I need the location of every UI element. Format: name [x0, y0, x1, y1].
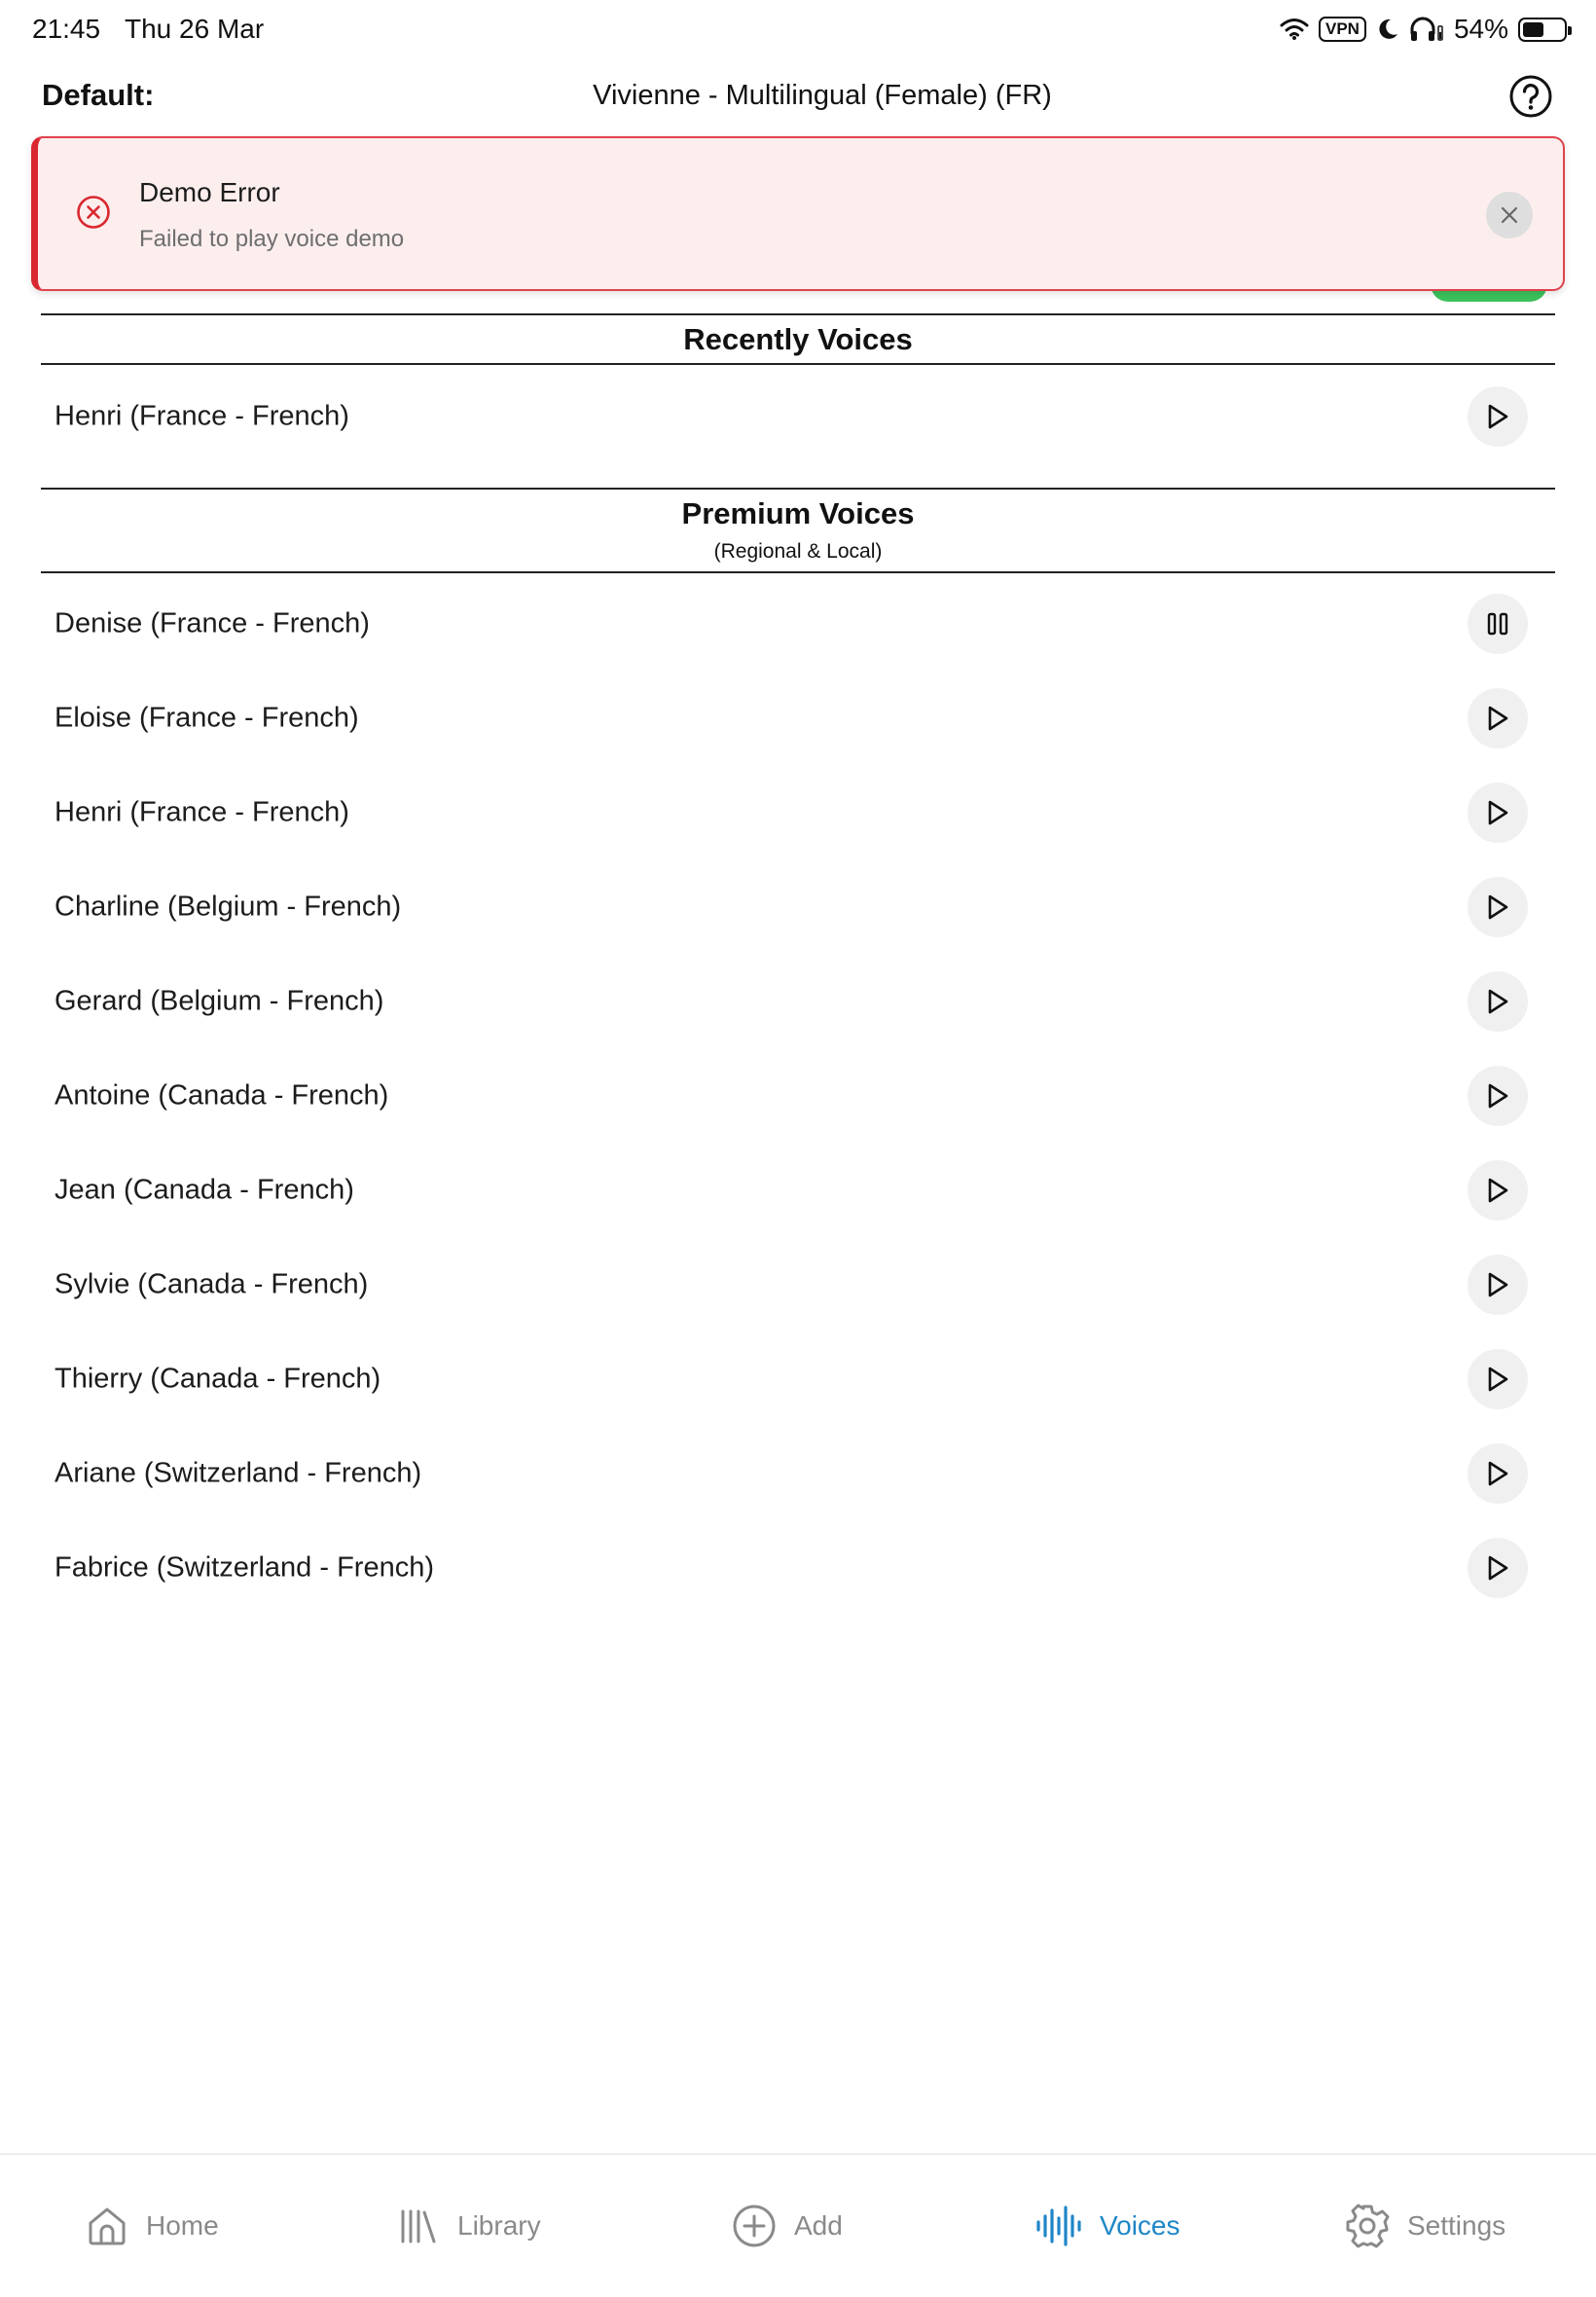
voice-row[interactable]: [41, 774, 1555, 852]
tab-voices[interactable]: [1035, 2202, 1180, 2250]
divider: [41, 571, 1555, 573]
tab-bar: [0, 2153, 1596, 2297]
voice-row[interactable]: [41, 378, 1555, 456]
status-bar: [0, 0, 1596, 60]
voice-name: Denise (France - French): [54, 607, 370, 639]
play-icon: [1485, 893, 1510, 921]
divider: [41, 488, 1555, 490]
header: [0, 68, 1596, 127]
play-button[interactable]: [1468, 783, 1528, 843]
home-icon: [86, 2205, 128, 2247]
tab-add[interactable]: [732, 2202, 843, 2250]
play-icon: [1485, 1082, 1510, 1110]
voice-row[interactable]: [41, 963, 1555, 1040]
battery-percent: 54%: [1453, 14, 1508, 44]
library-icon: [397, 2205, 440, 2247]
play-icon: [1485, 705, 1510, 732]
close-icon: [1500, 205, 1519, 225]
voice-row[interactable]: [41, 1340, 1555, 1418]
waveform-icon: [1035, 2205, 1082, 2247]
voice-row[interactable]: [41, 1151, 1555, 1229]
voice-row[interactable]: [41, 868, 1555, 946]
play-icon: [1485, 1271, 1510, 1298]
error-toast: [31, 136, 1565, 291]
voice-name: Henri (France - French): [54, 796, 349, 828]
play-button[interactable]: [1468, 971, 1528, 1032]
divider: [41, 363, 1555, 365]
tab-label: Settings: [1407, 2210, 1506, 2241]
voice-row[interactable]: [41, 679, 1555, 757]
voice-name: Thierry (Canada - French): [54, 1363, 381, 1395]
voice-name: Sylvie (Canada - French): [54, 1268, 369, 1300]
play-button[interactable]: [1468, 1066, 1528, 1126]
play-button[interactable]: [1468, 1349, 1528, 1409]
status-time: 21:45: [32, 14, 101, 44]
play-icon: [1485, 988, 1510, 1015]
voice-row[interactable]: [41, 1435, 1555, 1513]
play-button[interactable]: [1468, 877, 1528, 937]
tab-home[interactable]: [86, 2202, 219, 2250]
default-voice[interactable]: Vivienne - Multilingual (Female) (FR): [593, 80, 1052, 111]
voice-name: Ariane (Switzerland - French): [54, 1457, 422, 1489]
voice-row[interactable]: [41, 1057, 1555, 1135]
voice-row[interactable]: [41, 1529, 1555, 1607]
play-button[interactable]: [1468, 1160, 1528, 1221]
voice-name: Eloise (France - French): [54, 702, 359, 734]
vpn-badge: VPN: [1319, 17, 1366, 42]
add-icon: [732, 2204, 777, 2248]
default-label: Default:: [42, 78, 155, 112]
tab-label: Home: [146, 2210, 219, 2241]
premium-section-subtitle: (Regional & Local): [713, 540, 883, 563]
play-icon: [1485, 403, 1510, 430]
tab-library[interactable]: [397, 2202, 541, 2250]
voice-name: Antoine (Canada - French): [54, 1079, 389, 1112]
battery-fill: [1523, 22, 1543, 37]
battery-icon: [1518, 18, 1567, 42]
play-button[interactable]: [1468, 1443, 1528, 1504]
play-icon: [1485, 1460, 1510, 1487]
pause-icon: [1485, 610, 1510, 638]
play-icon: [1485, 1177, 1510, 1204]
status-date: Thu 26 Mar: [125, 14, 265, 44]
battery-tip: [1568, 26, 1572, 35]
premium-section-title: Premium Voices: [681, 496, 915, 530]
voice-name: Fabrice (Switzerland - French): [54, 1551, 434, 1584]
voice-row[interactable]: [41, 585, 1555, 663]
moon-icon: [1376, 18, 1399, 41]
voice-name: Charline (Belgium - French): [54, 891, 402, 923]
play-icon: [1485, 1366, 1510, 1393]
play-icon: [1485, 799, 1510, 826]
wifi-icon: [1280, 18, 1309, 41]
voice-name: Gerard (Belgium - French): [54, 985, 384, 1017]
toast-message: Failed to play voice demo: [139, 226, 405, 252]
play-button[interactable]: [1468, 386, 1528, 447]
voice-name: Jean (Canada - French): [54, 1174, 354, 1206]
play-button[interactable]: [1468, 1255, 1528, 1315]
pause-button[interactable]: [1468, 594, 1528, 654]
gear-icon: [1345, 2204, 1390, 2248]
toast-title: Demo Error: [139, 177, 280, 207]
status-indicators: [1280, 14, 1567, 45]
play-icon: [1485, 1554, 1510, 1582]
tab-label: Library: [457, 2210, 541, 2241]
voice-row[interactable]: [41, 1246, 1555, 1324]
recent-section-title: Recently Voices: [683, 322, 913, 356]
headphones-icon: [1409, 17, 1444, 42]
toast-close-button[interactable]: [1486, 192, 1533, 238]
play-button[interactable]: [1468, 1538, 1528, 1598]
tab-settings[interactable]: [1345, 2202, 1505, 2250]
divider: [41, 313, 1555, 315]
error-icon: [76, 195, 111, 230]
play-button[interactable]: [1468, 688, 1528, 748]
tab-label: Add: [794, 2210, 843, 2241]
voice-name: Henri (France - French): [54, 400, 349, 432]
tab-label: Voices: [1100, 2210, 1180, 2241]
help-icon[interactable]: [1508, 74, 1553, 119]
